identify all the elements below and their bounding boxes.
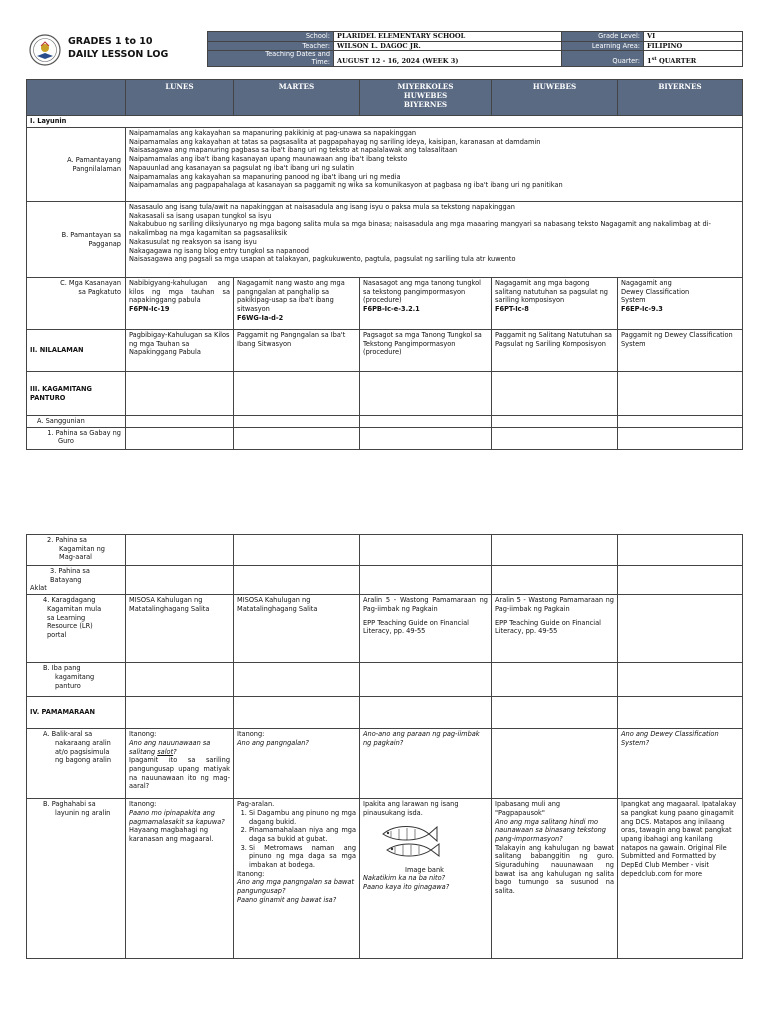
kasanayan-label-1: C. Mga Kasanayan	[60, 279, 121, 287]
gabay-label-2: Guro	[58, 437, 74, 446]
empty-cell	[492, 566, 618, 595]
dates-label-1: Teaching Dates and	[265, 50, 330, 59]
day-miyerkoles	[360, 80, 492, 116]
paghahabi-lunes-3: Hayaang magbahagi ng karanasan ang magaaral.	[129, 826, 214, 843]
paghahabi-martes-4: Paano ginamit ang bawat isa?	[237, 895, 337, 904]
nilalaman-biyernes: Paggamit ng Dewey Classification System	[618, 330, 743, 372]
empty-cell	[126, 566, 234, 595]
balik-label-1: A. Balik-aral sa	[43, 730, 93, 739]
quarter-value	[644, 51, 743, 67]
list-item: 1. Si Dagambu ang pinuno ng mga dagang bukid.	[249, 809, 356, 826]
quarter-word: QUARTER	[656, 57, 697, 66]
paghahabi-huwebes	[492, 799, 618, 959]
balik-label-2: nakaraang aralin	[55, 738, 111, 747]
balik-martes-2: Ano ang pangngalan?	[237, 738, 309, 747]
karagdagang-label-4: Resource (LR)	[47, 622, 93, 631]
empty-cell	[360, 566, 492, 595]
paghahabi-huwebes-4: Talakayin ang kahulugan ng bawat salitang babanggitin ng guro. Siguraduhing nauunawaan ng bawat isa ang kahulugan ng salita bago tumungo sa susunod na salita.	[495, 843, 614, 896]
karagdagang-miyerkoles	[360, 595, 492, 663]
area-value: FILIPINO	[644, 41, 743, 51]
batayang-label-1: 3. Pahina sa Batayang	[50, 567, 90, 584]
iba-label	[27, 663, 126, 697]
karagdagang-label-2: Kagamitan mula	[47, 604, 102, 613]
paghahabi-martes-2: Itanong:	[237, 869, 265, 878]
karagdagang-huwebes-1: Aralin 5 - Wastong Pamamaraan ng Pag-iimbak ng Pagkain	[495, 596, 614, 613]
karagdagang-huwebes	[492, 595, 618, 663]
title-line-1: GRADES 1 to 10	[68, 36, 153, 47]
grade-value: VI	[644, 32, 743, 42]
empty-cell	[126, 372, 234, 416]
paghahabi-label-2: layunin ng aralin	[55, 808, 111, 817]
paghahabi-martes-list	[237, 809, 356, 870]
empty-cell	[360, 427, 492, 449]
kasanayan-miy-code: F6PB-Ic-e-3.2.1	[363, 305, 420, 314]
day-miyerkoles-3: BIYERNES	[403, 100, 448, 109]
balik-label	[27, 729, 126, 799]
paghahabi-huwebes-3: Ano ang mga salitang hindi mo naunawaan sa binasang tekstong pang-impormasyon?	[495, 817, 606, 843]
pagganap-line: Nakagagawa ng isang blog entry tungkol sa napanood	[129, 246, 309, 255]
kasanayan-martes-code: F6WG-Ia-d-2	[237, 313, 284, 322]
empty-cell	[126, 416, 234, 428]
kasanayan-label	[27, 278, 126, 330]
teacher-label: Teacher:	[208, 41, 334, 51]
dates-value: AUGUST 12 - 16, 2024 (WEEK 3)	[334, 51, 562, 67]
paghahabi-lunes-1: Itanong:	[129, 800, 157, 809]
karagdagang-label-5: portal	[47, 630, 67, 639]
paghahabi-label	[27, 799, 126, 959]
empty-cell	[234, 566, 360, 595]
day-miyerkoles-1: MIYERKOLES	[397, 82, 454, 91]
kasanayan-miy-text: Nasasagot ang mga tanong tungkol sa tekstong pangimpormasyon (procedure)	[363, 279, 481, 305]
paghahabi-miy-2: Nakatikim ka na ba nito?	[363, 874, 446, 883]
empty-cell	[618, 566, 743, 595]
batayang-label-2: Aklat	[30, 584, 47, 593]
pahina-label-3: Mag-aaral	[59, 553, 92, 562]
empty-cell	[360, 416, 492, 428]
empty-cell	[234, 427, 360, 449]
empty-cell	[492, 535, 618, 566]
deped-seal-icon	[29, 34, 61, 66]
empty-cell	[126, 697, 234, 729]
karagdagang-miy-1: Aralin 5 - Wastong Pamamaraan ng Pag-iimbak ng Pagkain	[363, 596, 488, 613]
pamantayang-content	[126, 128, 743, 202]
gabay-label	[27, 427, 126, 449]
empty-cell	[126, 663, 234, 697]
karagdagang-label-3: sa Learning	[47, 613, 86, 622]
empty-cell	[492, 729, 618, 799]
grade-label: Grade Level:	[562, 32, 644, 42]
empty-cell	[492, 372, 618, 416]
karagdagang-huwebes-2: EPP Teaching Guide on Financial Literacy, pp. 49-55	[495, 618, 601, 636]
pahina-label	[27, 535, 126, 566]
iba-label-2: kagamitang	[55, 672, 95, 681]
dates-label	[208, 51, 334, 67]
balik-martes-1: Itanong:	[237, 730, 265, 739]
school-label: School:	[208, 32, 334, 42]
balik-lunes-2b: salot	[157, 747, 174, 756]
paghahabi-martes-1: Pag-aralan.	[237, 800, 275, 809]
balik-label-3: at/o pagsisimula	[55, 747, 110, 756]
pamantayang-line: Naipamamalas ang kakayahan sa mapanuring pakikinig at pag-unawa sa napakinggan	[129, 129, 417, 137]
gabay-label-1: 1. Pahina sa Gabay ng	[47, 428, 121, 437]
paghahabi-label-1: B. Paghahabi sa	[43, 800, 96, 809]
empty-cell	[234, 697, 360, 729]
kagamitan-label	[27, 372, 126, 416]
pagganap-label	[27, 202, 126, 278]
pagganap-line: Nakasasali sa isang usapan tungkol sa isyu	[129, 211, 272, 220]
pamantayang-line: Naipamamalas ang kakayahan sa mapanuring panood ng iba't ibang uri ng media	[129, 172, 401, 181]
empty-cell	[126, 535, 234, 566]
document-title	[68, 36, 168, 62]
paghahabi-biyernes: Ipangkat ang magaaral. Ipatalakay sa pangkat kung paano ginagamit ang DCS. Matapos ang inilaang oras, tawagin ang bawat pangkat upang ibahagi ang kanilang natapos na gawain. Original File Submitted and Formatted by DepEd Club Member - visit depedclub.com for more	[618, 799, 743, 959]
list-item: 3. Si Metromaws naman ang pinuno ng mga daga sa mga imbakan at bodega.	[249, 844, 356, 870]
empty-cell	[360, 372, 492, 416]
batayang-label	[27, 566, 126, 595]
empty-cell	[360, 697, 492, 729]
paghahabi-miy-caption: Image bank	[405, 865, 444, 874]
pahina-label-1: 2. Pahina sa	[47, 536, 87, 544]
pamantayang-line: Naipamamalas ang kakayahan at tatas sa pagsasalita at pagpapahayag ng sariling ideya, kaisipan, karanasan at damdamin	[129, 137, 541, 146]
area-label: Learning Area:	[562, 41, 644, 51]
corner-cell	[27, 80, 126, 116]
pamamaraan-label: IV. PAMAMARAAN	[27, 697, 126, 729]
balik-martes	[234, 729, 360, 799]
empty-cell	[618, 535, 743, 566]
empty-cell	[234, 535, 360, 566]
pagganap-line: Nakabubuo ng sariling diksiyunaryo ng mga bagong salita mula sa mga binasa; naisasadula ang mga maaaring mangyari sa nabasang teksto Nagagamit ang nakalimbag at di-	[129, 220, 711, 229]
balik-lunes-2	[129, 739, 230, 756]
kasanayan-huwebes-text: Nagagamit ang mga bagong salitang natutuhan sa pagsulat ng sariling komposisyon	[495, 279, 608, 305]
kasanayan-biyernes-code: F6EP-Ic-9.3	[621, 305, 663, 314]
paghahabi-huwebes-1: Ipabasang muli ang	[495, 800, 561, 809]
empty-cell	[618, 416, 743, 428]
layunin-heading: I. Layunin	[27, 116, 743, 128]
kasanayan-label-2: sa Pagkatuto	[78, 287, 121, 296]
day-lunes: LUNES	[126, 80, 234, 116]
balik-miyerkoles: Ano-ano ang paraan ng pag-iimbak ng pagkain?	[360, 729, 492, 799]
day-biyernes: BIYERNES	[618, 80, 743, 116]
balik-lunes-2a: Ano ang nauunawaan sa salitang	[129, 738, 211, 756]
karagdagang-lunes: MISOSA Kahulugan ng Matatalinghagang Salita	[126, 595, 234, 663]
karagdagang-miy-2: EPP Teaching Guide on Financial Literacy, pp. 49-55	[363, 618, 469, 636]
paghahabi-huwebes-2: "Pagpapausok"	[495, 808, 545, 817]
pamantayang-line: Naipamamalas ang iba't ibang kasanayan upang maunawaan ang iba't ibang teksto	[129, 155, 408, 164]
pagganap-line: Nasasaulo ang isang tula/awit na napakinggan at naisasadula ang isang isyu o paksa mula sa tekstong napakinggan	[129, 203, 515, 211]
paghahabi-lunes	[126, 799, 234, 959]
pagganap-line: Nakasusulat ng reaksyon sa isang isyu	[129, 237, 257, 246]
lesson-table-1	[26, 79, 743, 450]
empty-cell	[126, 427, 234, 449]
smoked-fish-image	[377, 820, 441, 864]
empty-cell	[618, 372, 743, 416]
nilalaman-label: II. NILALAMAN	[27, 330, 126, 372]
pagganap-label-2: Pagganap	[88, 239, 121, 248]
balik-lunes-2c: ?	[173, 747, 177, 756]
pagganap-content	[126, 202, 743, 278]
nilalaman-miyerkoles: Pagsagot sa mga Tanong Tungkol sa Tekstong Pangimpormasyon (procedure)	[360, 330, 492, 372]
info-table	[207, 31, 743, 67]
pahina-label-2: Kagamitan ng	[59, 544, 105, 553]
paghahabi-martes	[234, 799, 360, 959]
paghahabi-miyerkoles	[360, 799, 492, 959]
balik-biyernes: Ano ang Dewey Classification System?	[618, 729, 743, 799]
empty-cell	[492, 697, 618, 729]
pamantayang-line: Napauunlad ang kasanayan sa pagsulat ng iba't ibang uri ng sulatin	[129, 163, 355, 172]
pamantayang-label-2: Pangnilalaman	[72, 164, 121, 173]
kagamitan-label-2: PANTURO	[30, 393, 66, 402]
pamantayang-label	[27, 128, 126, 202]
nilalaman-martes: Paggamit ng Pangngalan sa Iba't Ibang Sitwasyon	[234, 330, 360, 372]
balik-lunes-1: Itanong:	[129, 730, 157, 739]
empty-cell	[234, 416, 360, 428]
pagganap-label-1: B. Pamantayan sa	[61, 230, 121, 239]
quarter-sup: st	[651, 56, 657, 63]
pamantayang-label-1: A. Pamantayang	[67, 155, 121, 164]
kasanayan-huwebes	[492, 278, 618, 330]
empty-cell	[492, 663, 618, 697]
pagganap-line: nakalimbag na mga kagamitan sa pagsasaliksik	[129, 229, 288, 238]
nilalaman-lunes: Pagbibigay-Kahulugan sa Kilos ng mga Tauhan sa Napakinggang Pabula	[126, 330, 234, 372]
empty-cell	[234, 372, 360, 416]
day-miyerkoles-2: HUWEBES	[403, 91, 448, 100]
list-item: 2. Pinamamahalaan niya ang mga daga sa bukid at gubat.	[249, 826, 356, 843]
pagganap-line: Naisasagawa ang pagsali sa mga usapan at talakayan, pagkukuwento, pagtula, pagsulat ng sariling tula atr kuwento	[129, 255, 516, 264]
empty-cell	[618, 595, 743, 663]
teacher-value: WILSON L. DAGOC JR.	[334, 41, 562, 51]
karagdagang-label	[27, 595, 126, 663]
empty-cell	[618, 427, 743, 449]
karagdagang-martes: MISOSA Kahulugan ng Matatalinghagang Salita	[234, 595, 360, 663]
kasanayan-huwebes-code: F6PT-Ic-8	[495, 305, 529, 314]
quarter-label: Quarter:	[562, 51, 644, 67]
paghahabi-miy-3: Paano kaya ito ginagawa?	[363, 882, 450, 891]
empty-cell	[492, 427, 618, 449]
day-huwebes: HUWEBES	[492, 80, 618, 116]
empty-cell	[234, 663, 360, 697]
iba-label-1: B. Iba pang	[43, 664, 81, 673]
balik-lunes-3: Ipagamit ito sa sariling pangungusap upang matiyak na nauunawaan ito ng mag-aaral?	[129, 756, 230, 791]
kasanayan-martes	[234, 278, 360, 330]
dates-label-2: Time:	[311, 57, 330, 66]
school-value: PLARIDEL ELEMENTARY SCHOOL	[334, 32, 562, 42]
quarter-num: 1	[647, 57, 652, 66]
empty-cell	[492, 416, 618, 428]
karagdagang-label-1: 4. Karagdagang	[43, 596, 96, 605]
kasanayan-biyernes-2: Dewey Classification	[621, 287, 690, 296]
empty-cell	[618, 663, 743, 697]
paghahabi-miy-1: Ipakita ang larawan ng isang pinausukang isda.	[363, 800, 459, 817]
lesson-table-2	[26, 534, 743, 959]
pamantayang-line: Naisasagawa ang mapanuring pagbasa sa iba't ibang uri ng teksto at napalalawak ang talasalitaan	[129, 146, 458, 155]
kasanayan-miyerkoles	[360, 278, 492, 330]
empty-cell	[360, 535, 492, 566]
kagamitan-label-1: III. KAGAMITANG	[30, 384, 92, 393]
title-line-2: DAILY LESSON LOG	[68, 48, 169, 60]
sanggunian-label: A. Sanggunian	[27, 416, 126, 428]
empty-cell	[360, 663, 492, 697]
balik-label-4: ng bagong aralin	[55, 756, 112, 765]
kasanayan-martes-text: Nagagamit nang wasto ang mga pangngalan at panghalip sa pakikipag-usap sa iba't ibang sitwasyon	[237, 279, 345, 314]
kasanayan-lunes-text: Nabibigyang-kahulugan ang kilos ng mga tauhan sa napakinggang pabula	[129, 279, 230, 305]
balik-lunes	[126, 729, 234, 799]
iba-label-3: panturo	[55, 681, 81, 690]
kasanayan-biyernes-1: Nagagamit ang	[621, 279, 672, 287]
paghahabi-martes-3: Ano ang mga pangngalan sa bawat pangungusap?	[237, 878, 355, 896]
kasanayan-biyernes	[618, 278, 743, 330]
day-martes: MARTES	[234, 80, 360, 116]
paghahabi-lunes-2: Paano mo ipinapakita ang pagmamalasakit sa kapuwa?	[129, 808, 225, 826]
kasanayan-biyernes-3: System	[621, 296, 646, 305]
kasanayan-lunes	[126, 278, 234, 330]
pamantayang-line: Naipamamalas ang pagpapahalaga at kasanayan sa paggamit ng wika sa komunikasyon at pagbasa ng iba't ibang uri ng panitikan	[129, 181, 563, 190]
empty-cell	[618, 697, 743, 729]
nilalaman-huwebes: Paggamit ng Salitang Natutuhan sa Pagsulat ng Sariling Komposisyon	[492, 330, 618, 372]
header	[26, 31, 742, 71]
kasanayan-lunes-code: F6PN-Ic-19	[129, 305, 170, 314]
